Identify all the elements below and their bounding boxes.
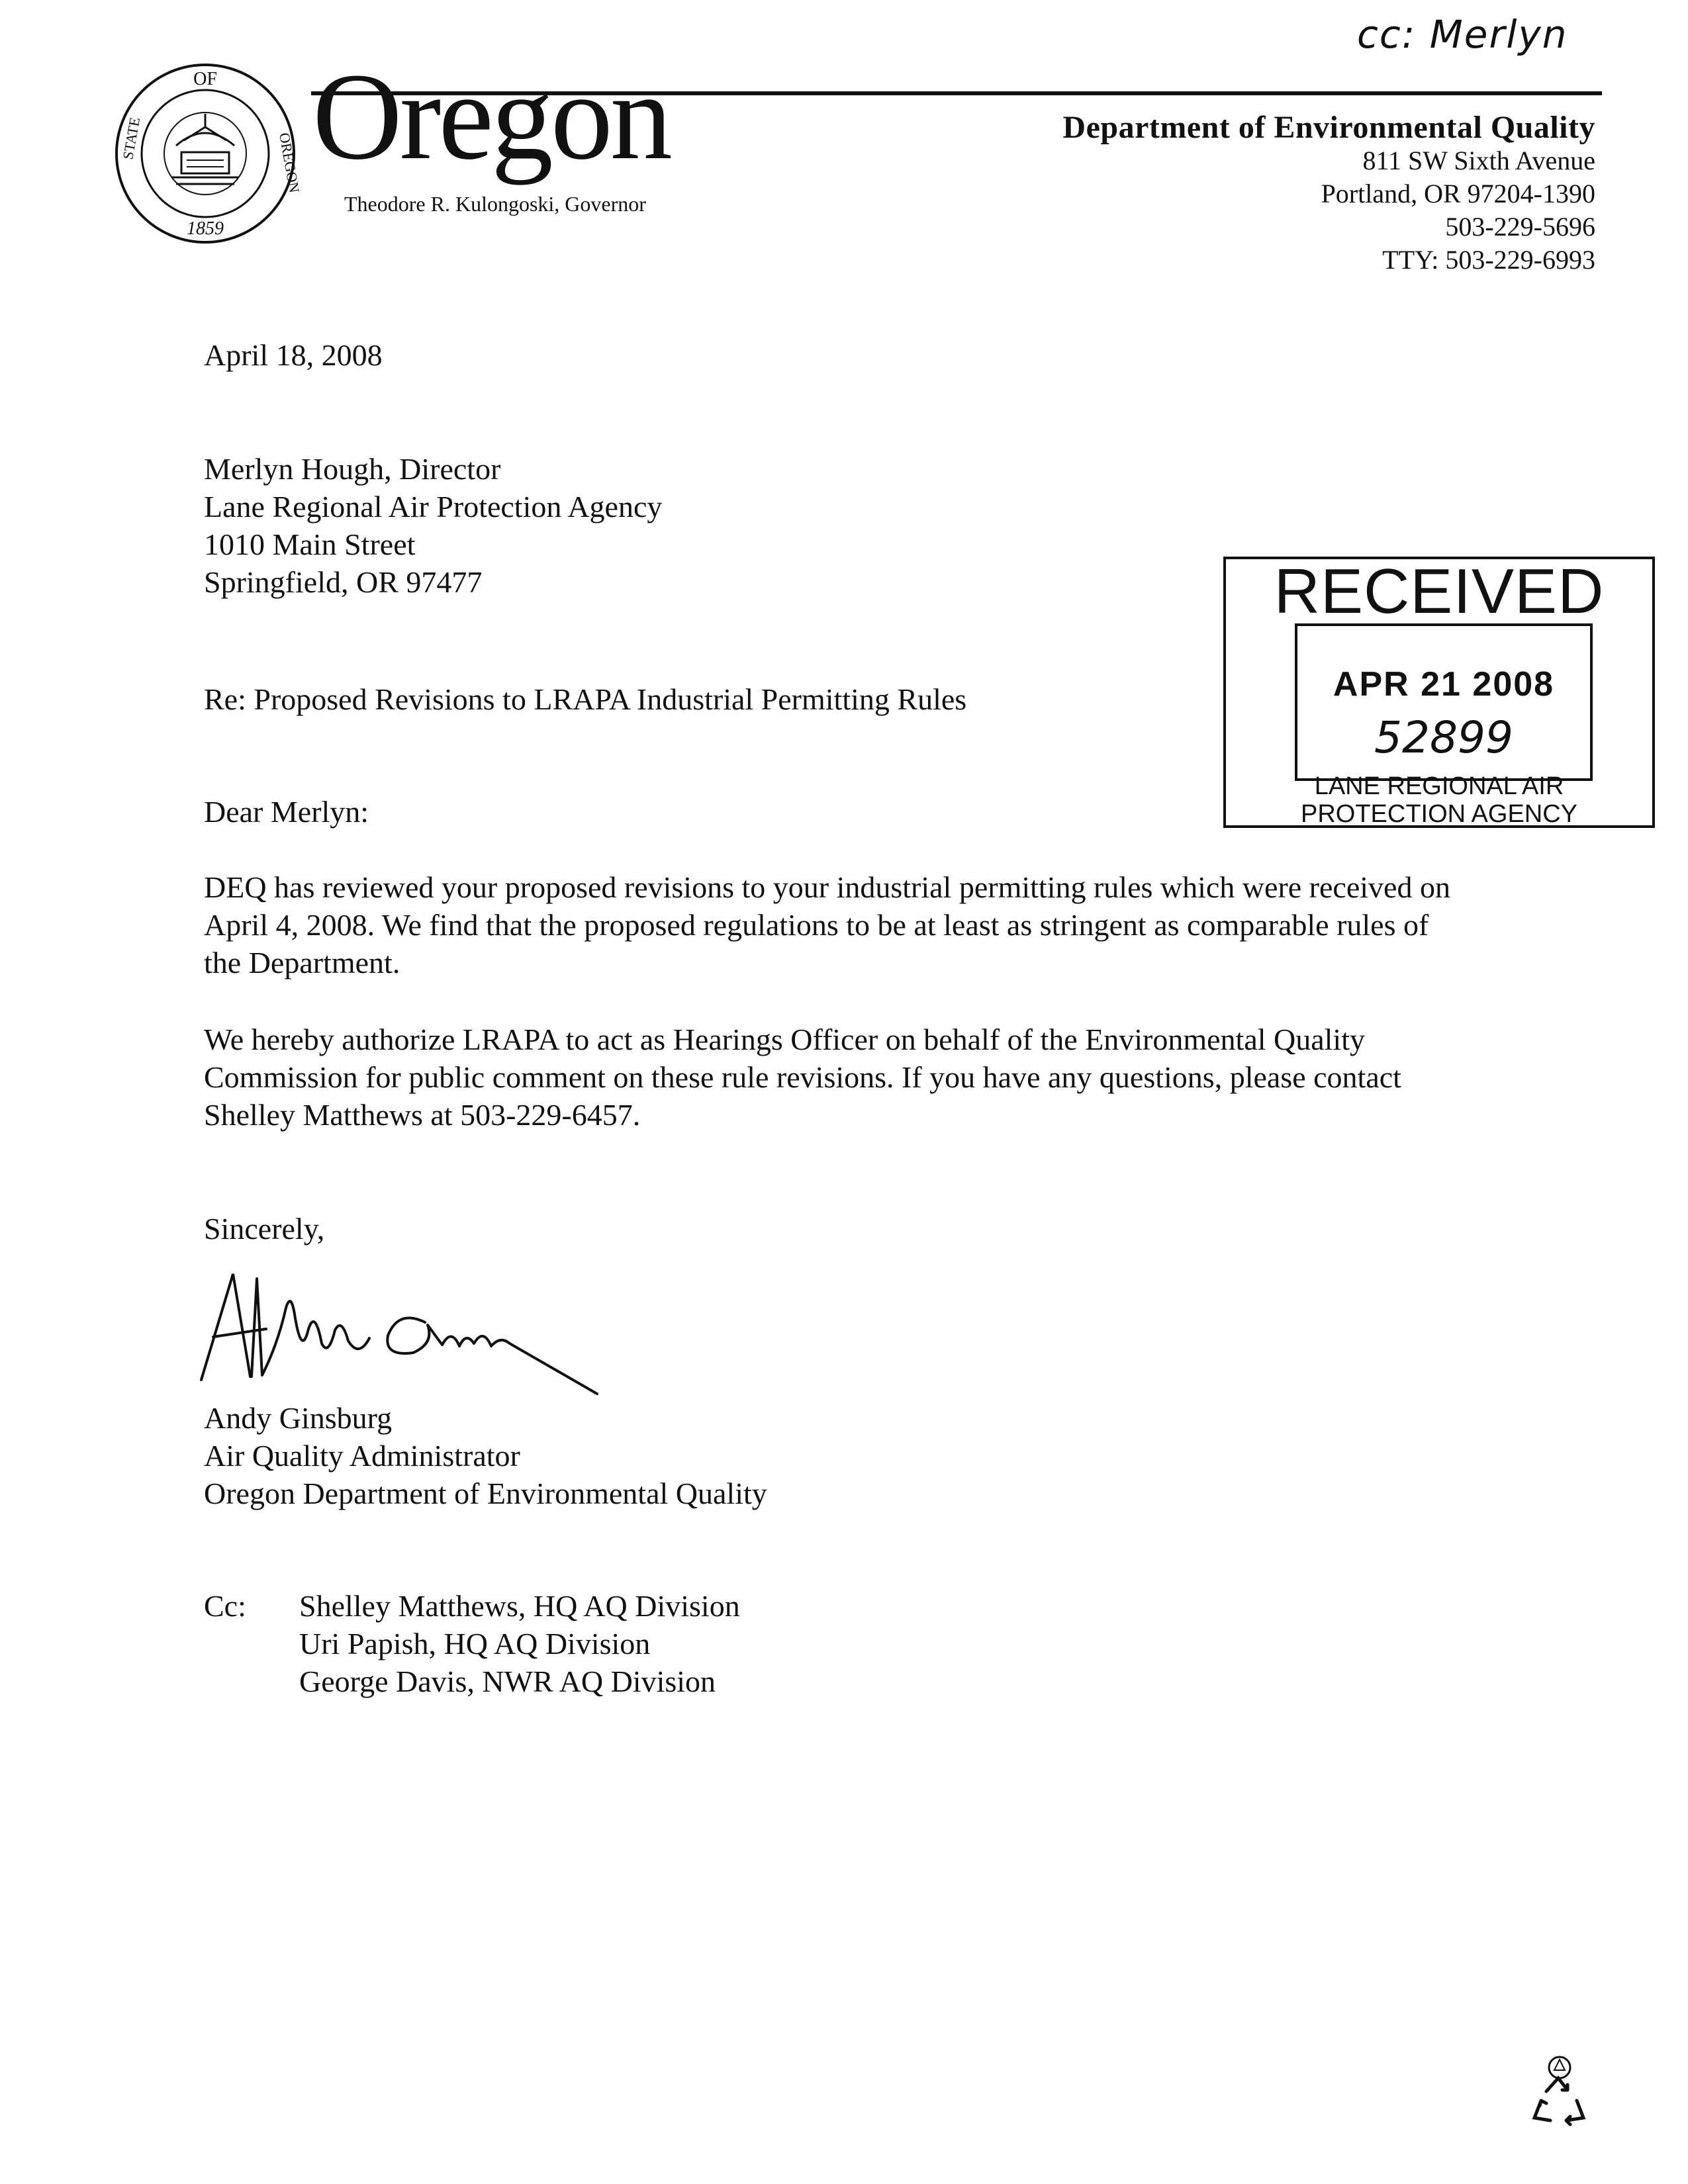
- stamp-date: APR 21 2008: [1333, 665, 1555, 704]
- recipient-address: [204, 450, 662, 601]
- agency-block: [1062, 111, 1595, 277]
- stamp-agency-line: PROTECTION AGENCY: [1300, 800, 1578, 828]
- signer-organization: Oregon Department of Environmental Quality: [204, 1477, 767, 1510]
- stamp-agency-line: LANE REGIONAL AIR: [1314, 772, 1564, 800]
- cc-recipient: Uri Papish, HQ AQ Division: [299, 1627, 651, 1661]
- recipient-street: 1010 Main Street: [204, 527, 416, 561]
- cc-recipient: Shelley Matthews, HQ AQ Division: [299, 1589, 740, 1623]
- agency-street: 811 SW Sixth Avenue: [1362, 146, 1595, 175]
- stamp-inner-box: [1295, 623, 1593, 781]
- signature-image: [192, 1244, 616, 1403]
- subject-line: Re: Proposed Revisions to LRAPA Industrial Permitting Rules: [204, 682, 967, 716]
- stamp-agency: [1226, 772, 1652, 828]
- stamp-handwritten-number: 52899: [1374, 712, 1513, 763]
- salutation: Dear Merlyn:: [204, 795, 369, 829]
- governor-line: Theodore R. Kulongoski, Governor: [344, 192, 646, 216]
- received-stamp: [1223, 557, 1655, 828]
- agency-name: Department of Environmental Quality: [1062, 110, 1595, 145]
- cc-recipient: George Davis, NWR AQ Division: [299, 1664, 716, 1698]
- closing: Sincerely,: [204, 1212, 325, 1246]
- signer-name: Andy Ginsburg: [204, 1401, 393, 1435]
- agency-phone: 503-229-5696: [1445, 212, 1595, 242]
- recipient-name: Merlyn Hough, Director: [204, 452, 501, 486]
- oregon-wordmark: Oregon: [312, 47, 670, 185]
- agency-city: Portland, OR 97204-1390: [1321, 179, 1595, 208]
- svg-text:OF: OF: [193, 69, 217, 89]
- svg-text:OREGON: OREGON: [276, 131, 303, 195]
- svg-text:STATE: STATE: [119, 116, 144, 161]
- stamp-title: RECEIVED: [1274, 556, 1605, 627]
- body-paragraph: We hereby authorize LRAPA to act as Hearings Officer on behalf of the Environmental Quality Commission for public comment on these rule revisions. If you have any questions, please contact Shelley Matthews at 503-229-6457.: [204, 1023, 1401, 1132]
- body-paragraph: DEQ has reviewed your proposed revisions to your industrial permitting rules which were received on April 4, 2008. We find that the proposed regulations to be at least as stringent as comparable rules of the Department.: [204, 870, 1450, 979]
- letter-date: April 18, 2008: [204, 338, 383, 372]
- state-seal-icon: [113, 61, 303, 246]
- cc-list: [299, 1587, 740, 1700]
- signer-title: Air Quality Administrator: [204, 1439, 520, 1473]
- svg-text:1859: 1859: [187, 218, 224, 239]
- signer-block: [204, 1399, 767, 1512]
- cc-label: Cc:: [204, 1589, 246, 1623]
- recipient-city: Springfield, OR 97477: [204, 565, 483, 599]
- recipient-agency: Lane Regional Air Protection Agency: [204, 490, 663, 523]
- handwritten-cc-note: cc: Merlyn: [1357, 12, 1568, 57]
- recycle-icon: [1520, 2052, 1599, 2131]
- agency-tty: TTY: 503-229-6993: [1382, 245, 1595, 275]
